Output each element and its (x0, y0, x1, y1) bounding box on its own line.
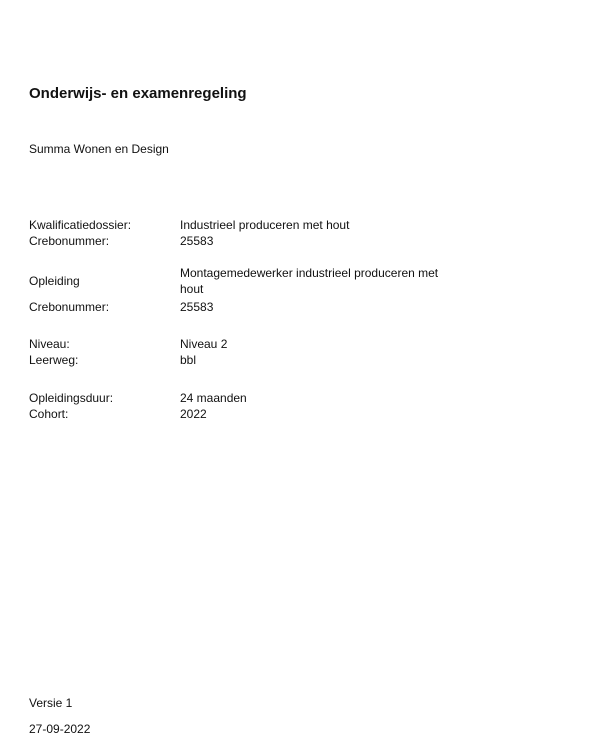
leerweg-label: Leerweg: (29, 353, 79, 367)
opleiding-label: Opleiding (29, 274, 80, 288)
kwalificatiedossier-label: Kwalificatiedossier: (29, 218, 132, 232)
niveau-value: Niveau 2 (180, 337, 228, 351)
cohort-row (29, 406, 450, 422)
niveau-row (29, 336, 450, 352)
opleidingsduur-label: Opleidingsduur: (29, 391, 114, 405)
cohort-label: Cohort: (29, 407, 69, 421)
niveau-label: Niveau: (29, 337, 70, 351)
organization-name: Summa Wonen en Design (29, 142, 169, 156)
opleidingsduur-row (29, 390, 450, 406)
document-version: Versie 1 (29, 696, 73, 710)
crebonummer-label-2: Crebonummer: (29, 300, 110, 314)
document-title: Onderwijs- en examenregeling (29, 85, 247, 102)
document-date: 27-09-2022 (29, 722, 91, 736)
crebonummer-label-1: Crebonummer: (29, 234, 110, 248)
opleiding-value: Montagemedewerker industrieel produceren met hout (180, 266, 439, 296)
crebonummer-row-2 (29, 299, 450, 315)
opleidingsduur-value: 24 maanden (180, 391, 247, 405)
crebonummer-value-1: 25583 (180, 234, 214, 248)
opleiding-row (29, 265, 450, 297)
program-details (29, 217, 450, 422)
leerweg-value: bbl (180, 353, 197, 367)
kwalificatiedossier-value: Industrieel produceren met hout (180, 218, 350, 232)
kwalificatiedossier-row (29, 217, 450, 233)
crebonummer-value-2: 25583 (180, 300, 214, 314)
crebonummer-row-1 (29, 233, 450, 249)
cohort-value: 2022 (180, 407, 207, 421)
leerweg-row (29, 352, 450, 368)
